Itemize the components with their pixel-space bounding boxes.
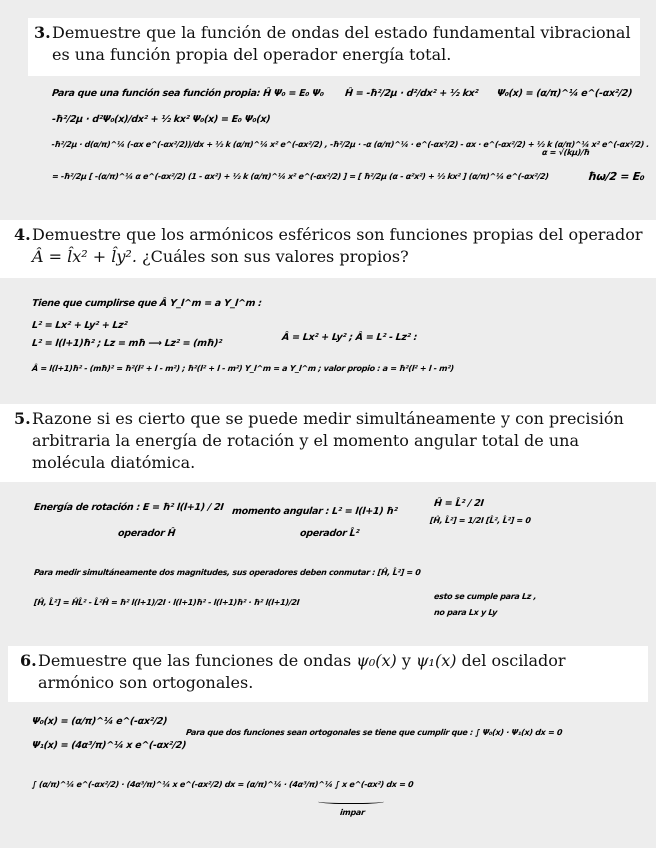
hw-line: -ħ²/2μ · d²Ψ₀(x)/dx² + ½ kx² Ψ₀(x) = E₀ Ψ₀(x) — [51, 114, 271, 125]
question-5-box — [0, 404, 656, 482]
hw-line: operador L̂² — [299, 528, 360, 539]
question-4-number: 4. — [14, 225, 31, 244]
hw-line: [Ĥ, L̂²] = 1/2I [L̂², L̂²] = 0 — [429, 516, 532, 525]
question-6-box — [8, 646, 648, 702]
question-4-operator: Â = l̂x² + l̂y². — [32, 247, 137, 266]
question-3-text: Demuestre que la función de ondas del estado fundamental vibracional es una función propia del operador energía total. — [52, 23, 631, 64]
hw-line: Ĥ = L̂² / 2I — [433, 498, 485, 509]
hw-line: ħω/2 = E₀ — [587, 170, 646, 183]
question-6-psi0: ψ₀(x) — [356, 651, 397, 670]
hw-line: impar — [339, 808, 366, 817]
hw-line: Ψ₀(x) = (α/π)^¼ e^(-αx²/2) — [31, 716, 168, 727]
hw-line: Ψ₀(x) = (α/π)^¼ e^(-αx²/2) — [496, 88, 633, 99]
hw-line: no para Lx y Ly — [433, 608, 498, 617]
hw-line: Energía de rotación : E = ħ² l(l+1) / 2I — [33, 502, 225, 513]
hw-line: α = √(kμ)/ħ — [541, 148, 591, 157]
hw-line: esto se cumple para Lz , — [433, 592, 537, 601]
question-6-psi1: ψ₁(x) — [415, 651, 457, 670]
question-3-box — [28, 18, 640, 76]
question-6-conj: y — [401, 651, 411, 670]
hw-line: Â = Lx² + Ly² ; Â = L² - Lz² : — [281, 332, 418, 343]
hw-line: L² = l(l+1)ħ² ; Lz = mħ ⟶ Lz² = (mħ)² — [31, 338, 223, 349]
hw-line: L² = Lx² + Ly² + Lz² — [31, 320, 128, 331]
question-4-text-before: Demuestre que los armónicos esféricos son funciones propias del operador — [32, 225, 643, 244]
hw-line: Para medir simultáneamente dos magnitudes, sus operadores deben conmutar : [Ĥ, L̂²] = 0 — [33, 568, 422, 577]
question-5-number: 5. — [14, 409, 31, 428]
question-6-text-before: Demuestre que las funciones de ondas — [38, 651, 352, 670]
hw-line: Â = l(l+1)ħ² - (mħ)² = ħ²(l² + l - m²) ; ħ²(l² + l - m²) Y_l^m = a Y_l^m ; valor propio : a = ħ²(l² + l - m²) — [31, 364, 455, 373]
hw-line: Ĥ = -ħ²/2μ · d²/dx² + ½ kx² — [344, 88, 479, 99]
hw-line: operador Ĥ — [117, 528, 176, 539]
question-6-text-after: del oscilador armónico son ortogonales. — [38, 651, 566, 692]
question-4-box — [0, 220, 656, 278]
underbrace — [318, 798, 384, 804]
question-3-number: 3. — [34, 23, 51, 42]
hw-line: ∫ (α/π)^¼ e^(-αx²/2) · (4α³/π)^¼ x e^(-αx²/2) dx = (α/π)^¼ · (4α³/π)^¼ ∫ x e^(-αx²) dx = 0 — [31, 780, 414, 789]
question-6-number: 6. — [20, 651, 37, 670]
hw-line: -ħ²/2μ · d(α/π)^¼ (-αx e^(-αx²/2))/dx + ½ k (α/π)^¼ x² e^(-αx²/2) , -ħ²/2μ · -α (α/π)^¼ · e^(-αx²/2) - αx · e^(-αx²/2) + ½ k (α/π)^¼ x² e^(-αx²/2) . — [51, 140, 650, 149]
question-4-text-after: ¿Cuáles son sus valores propios? — [142, 247, 409, 266]
hw-line: = -ħ²/2μ [ -(α/π)^¼ α e^(-αx²/2) (1 - αx²) + ½ k (α/π)^¼ x² e^(-αx²/2) ] = [ ħ²/2μ (α - α²x²) + ½ kx² ] (α/π)^¼ e^(-αx²/2) — [51, 172, 550, 181]
hw-line: Ψ₁(x) = (4α³/π)^¼ x e^(-αx²/2) — [31, 740, 187, 751]
hw-line: Para que dos funciones sean ortogonales se tiene que cumplir que : ∫ Ψ₀(x) · Ψ₁(x) dx = 0 — [185, 728, 563, 737]
hw-line: Para que una función sea función propia: Ĥ Ψ₀ = E₀ Ψ₀ — [51, 88, 325, 99]
hw-line: momento angular : L² = l(l+1) ħ² — [231, 506, 398, 517]
question-5-text: Razone si es cierto que se puede medir simultáneamente y con precisión arbitraria la energía de rotación y el momento angular total de una molécula diatómica. — [32, 409, 624, 472]
hw-line: [Ĥ, L̂²] = ĤL̂² - L̂²Ĥ = ħ² l(l+1)/2I · l(l+1)ħ² - l(l+1)ħ² · ħ² l(l+1)/2I — [33, 598, 300, 607]
hw-line: Tiene que cumplirse que Â Y_l^m = a Y_l^m : — [31, 298, 263, 309]
